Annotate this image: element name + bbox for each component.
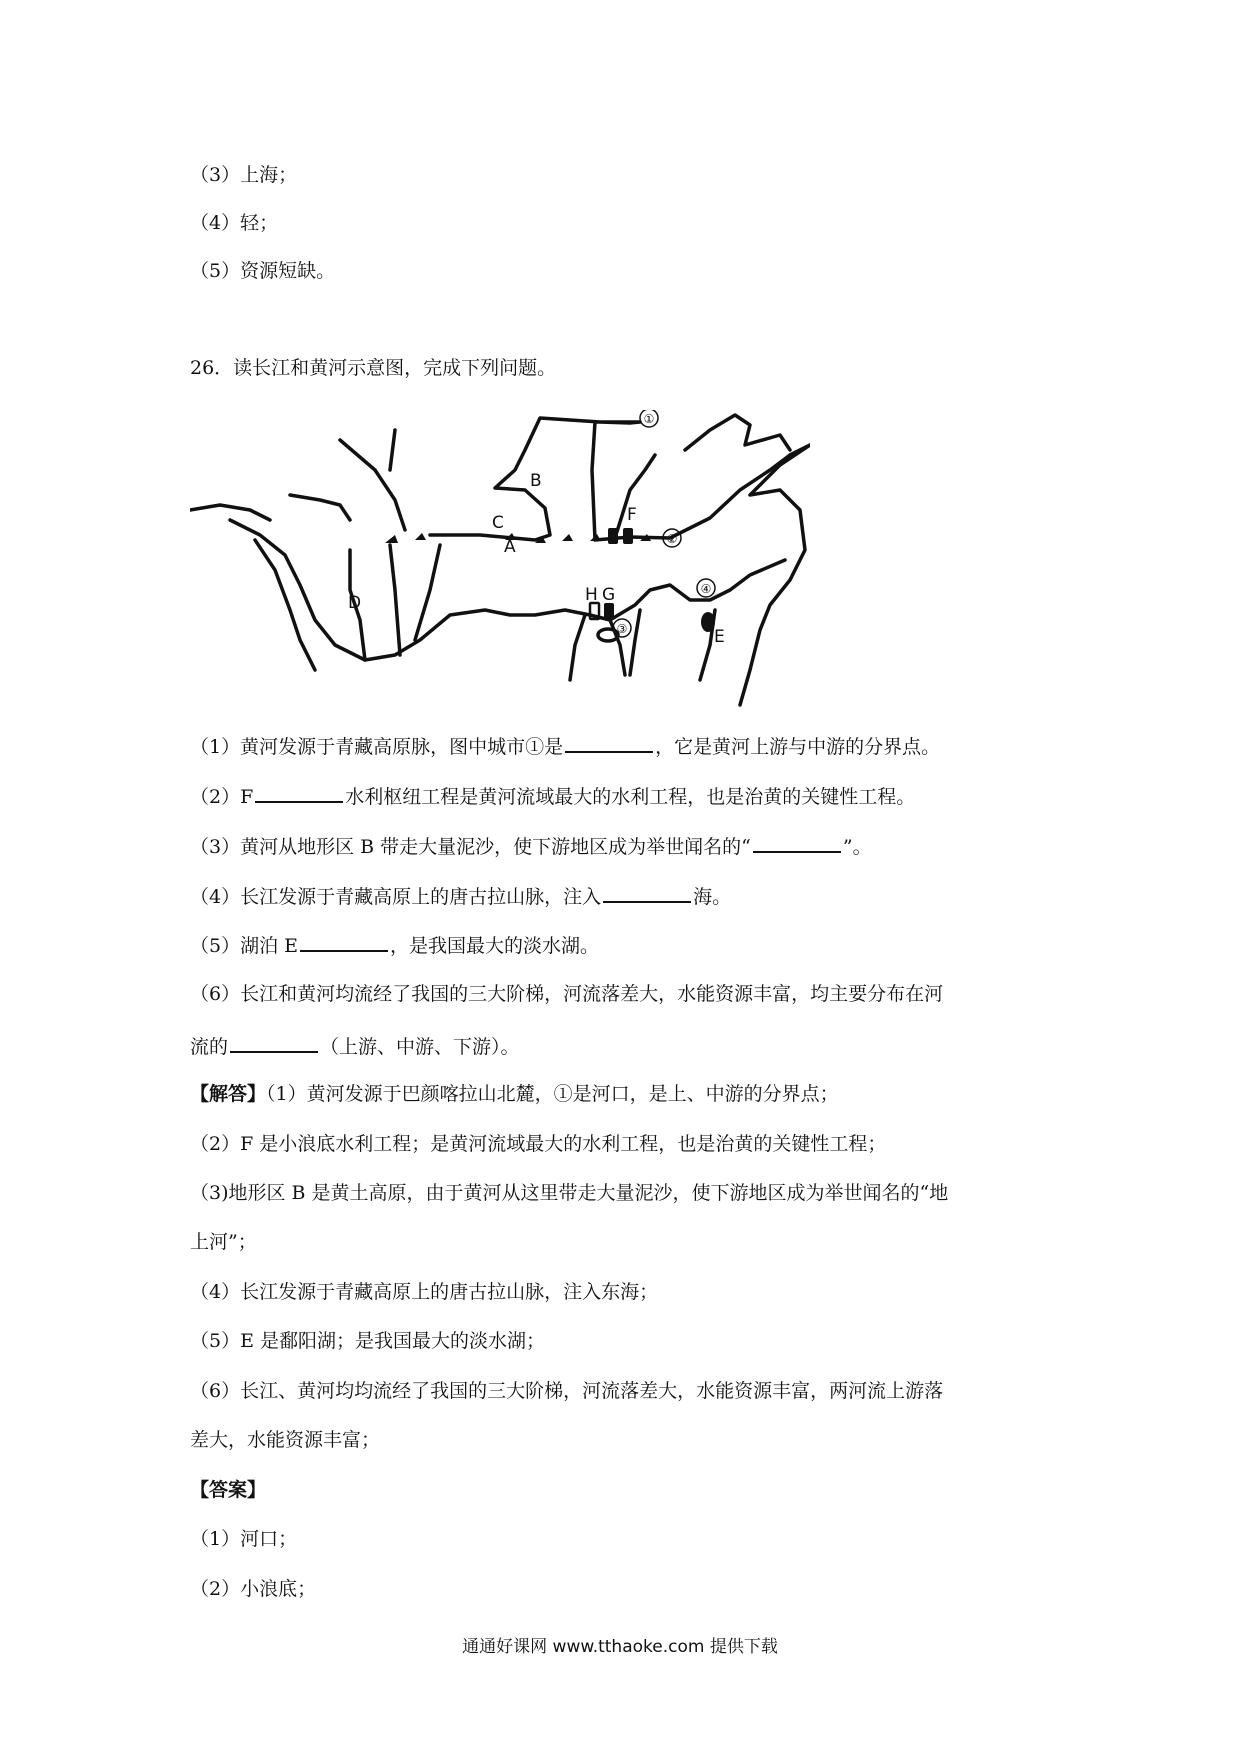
q3-text-b: ”。 [842,836,872,858]
q4-text-a: （4）长江发源于青藏高原上的唐古拉山脉，注入 [190,886,602,908]
q6-text-a: 流的 [190,1036,229,1058]
dam-f-1 [608,528,618,544]
solution-3-line-1: （3)地形区 B 是黄土高原，由于黄河从这里带走大量泥沙，使下游地区成为举世闻名的“地 [190,1182,949,1204]
prev-answer-5: （5）资源短缺。 [190,260,336,282]
label-d: D [348,593,362,613]
tributary-6 [630,610,640,675]
prev-answer-3: （3）上海； [190,164,298,186]
label-h: H [585,585,598,605]
q3-blank[interactable] [753,833,841,853]
marker-3-label: ③ [616,622,628,636]
label-f: F [627,505,637,525]
label-e: E [714,627,725,647]
q5-text-a: （5）湖泊 E [190,935,298,957]
northeast-coast [685,415,790,450]
marker-2-label: ② [666,532,678,546]
question-5 [190,932,599,958]
q1-text-b: ，它是黄河上游与中游的分界点。 [655,736,941,758]
solution-2: （2）F 是小浪底水利工程；是黄河流域最大的水利工程，也是治黄的关键性工程； [190,1133,887,1155]
solution-head: 【解答】 [190,1083,267,1105]
west-coast [190,505,270,520]
question-6-line-1: （6）长江和黄河均流经了我国的三大阶梯，河流落差大，水能资源丰富，均主要分布在河 [190,983,944,1005]
yellow-river [430,418,790,540]
solution-4: （4）长江发源于青藏高原上的唐古拉山脉，注入东海； [190,1281,659,1303]
label-a: A [504,537,516,557]
solution-1-text: （1）黄河发源于巴颜喀拉山北麓，①是河口，是上、中游的分界点； [266,1083,839,1105]
marker-4-label: ④ [700,582,712,596]
question-1 [190,733,940,759]
q2-blank[interactable] [255,783,343,803]
solution-6-line-1: （6）长江、黄河均均流经了我国的三大阶梯，河流落差大，水能资源丰富，两河流上游落 [190,1380,944,1402]
answer-2: （2）小浪底； [190,1578,317,1600]
prev-answer-4: （4）轻； [190,212,279,234]
dam-f-2 [623,528,633,544]
q6-blank[interactable] [230,1033,318,1053]
question-4 [190,883,731,909]
solution-6-line-2: 差大，水能资源丰富； [190,1429,381,1451]
label-c: C [492,513,504,533]
solution-3-line-2: 上河”； [190,1231,257,1253]
yangtze-upper-branch [255,540,315,670]
q1-blank[interactable] [565,733,653,753]
question-3 [190,833,872,859]
q4-blank[interactable] [603,883,691,903]
tributary-2 [390,545,400,655]
question-title: 26．读长江和黄河示意图，完成下列问题。 [190,357,557,379]
solution-1 [190,1082,839,1106]
answer-head: 【答案】 [190,1479,267,1501]
q4-text-b: 海。 [693,886,732,908]
label-b: B [530,471,542,491]
footer-link[interactable]: 通通好课网 www.tthaoke.com 提供下载 [462,1637,778,1657]
q5-blank[interactable] [300,932,388,952]
q2-text-b: 水利枢纽工程是黄河流域最大的水利工程，也是治黄的关键性工程。 [345,786,916,808]
river-map [190,410,810,710]
marker-1-label: ① [643,412,655,426]
tributary-4 [570,615,585,680]
q6-text-b: （上游、中游、下游）。 [320,1036,520,1058]
question-2 [190,783,915,809]
q5-text-b: ，是我国最大的淡水湖。 [390,935,600,957]
answer-1: （1）河口； [190,1528,298,1550]
west-branch [290,495,350,520]
q2-text-a: （2）F [190,786,254,808]
question-6-line-2 [190,1033,520,1059]
dam-g [604,603,614,619]
q1-text-a: （1）黄河发源于青藏高原脉，图中城市①是 [190,736,564,758]
yellow-river-tributary-b [615,455,655,538]
lake-e [701,612,715,632]
q3-text-a: （3）黄河从地形区 B 带走大量泥沙，使下游地区成为举世闻名的“ [190,836,751,858]
north-branch [390,430,395,470]
solution-5: （5）E 是鄱阳湖；是我国最大的淡水湖； [190,1330,545,1352]
label-g: G [602,585,616,605]
